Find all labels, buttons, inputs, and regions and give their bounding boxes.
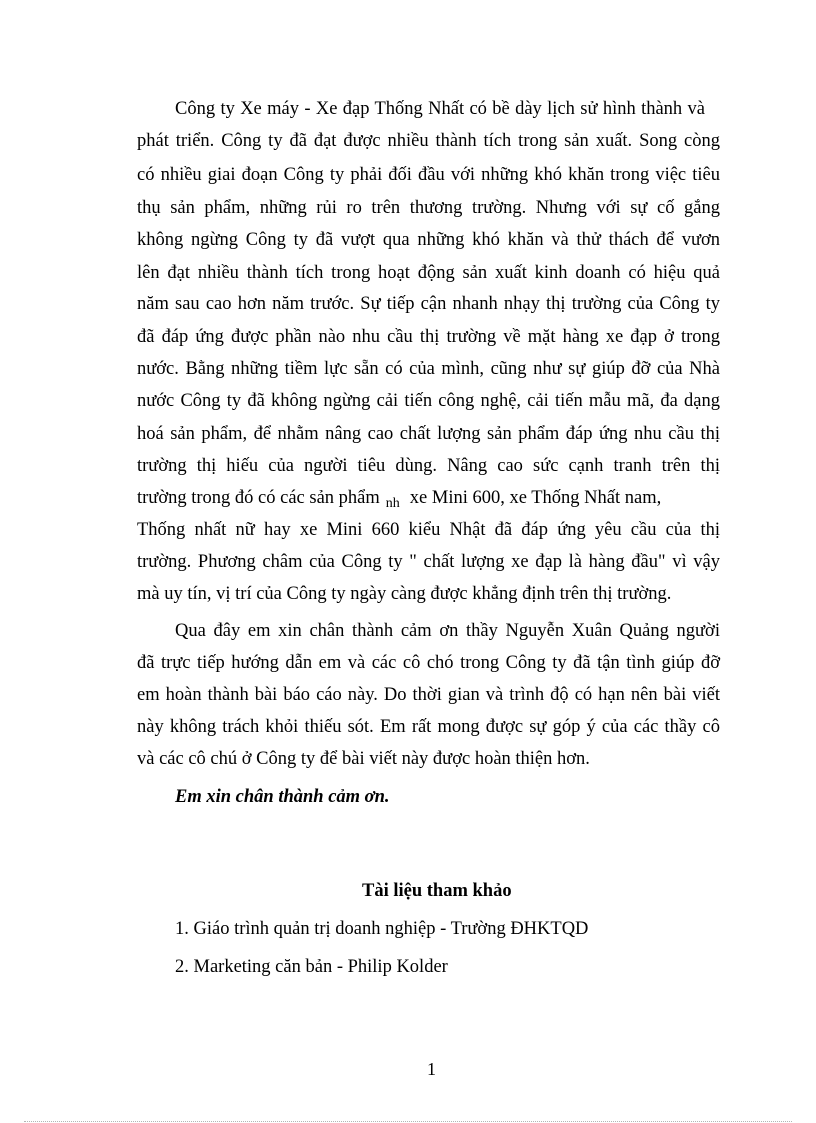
text-line: Công ty Xe máy - Xe đạp Thống Nhất có bề dày lịch sử hình thành và: [175, 99, 705, 119]
text-line: nước. Bằng những tiềm lực sẵn có của mình, cũng như sự giúp đỡ của Nhà: [137, 359, 720, 379]
reference-item: 1. Giáo trình quản trị doanh nghiệp - Trường ĐHKTQD: [175, 919, 589, 939]
text-line: không ngừng Công ty đã vượt qua những khó khăn và thử thách để vươn: [137, 230, 720, 250]
text-line: năm sau cao hơn năm trước. Sự tiếp cận nhanh nhạy thị trường của Công ty: [137, 294, 720, 314]
text-line: em hoàn thành bài báo cáo này. Do thời gian và trình độ có hạn nên bài viết: [137, 685, 720, 705]
text-line: thụ sản phẩm, những rủi ro trên thương trường. Nhưng với sự cố gắng: [137, 198, 720, 218]
text-line: này không trách khỏi thiếu sót. Em rất mong được sự góp ý của các thầy cô: [137, 717, 720, 737]
text-line: phát triển. Công ty đã đạt được nhiều thành tích trong sản xuất. Song còng: [137, 131, 720, 151]
page-number: 1: [427, 1059, 436, 1079]
text-line: có nhiều giai đoạn Công ty phải đối đầu với những khó khăn trong việc tiêu: [137, 165, 720, 185]
text-line: và các cô chú ở Công ty để bài viết này được hoàn thiện hơn.: [137, 749, 590, 769]
closing-line: Em xin chân thành cảm ơn.: [175, 787, 390, 807]
text-fragment: trường trong đó có các sản phẩm: [137, 488, 380, 508]
text-line: nước Công ty đã không ngừng cải tiến công nghệ, cải tiến mẫu mã, đa dạng: [137, 391, 720, 411]
reference-item: 2. Marketing căn bản - Philip Kolder: [175, 957, 448, 977]
references-title: Tài liệu tham khảo: [362, 881, 512, 901]
text-line: trường thị hiếu của người tiêu dùng. Nâng cao sức cạnh tranh trên thị: [137, 456, 720, 476]
page-bottom-divider: [24, 1121, 792, 1122]
text-line: [137, 487, 661, 515]
text-line: đã trực tiếp hướng dẫn em và các cô chó trong Công ty đã tận tình giúp đỡ: [137, 653, 720, 673]
text-line: hoá sản phẩm, để nhằm nâng cao chất lượng sản phẩm đáp ứng nhu cầu thị: [137, 424, 720, 444]
text-line: lên đạt nhiều thành tích trong hoạt động sản xuất kinh doanh có hiệu quả: [137, 263, 720, 283]
text-line: Qua đây em xin chân thành cảm ơn thầy Nguyễn Xuân Quảng người: [175, 621, 720, 641]
text-line: đã đáp ứng được phần nào nhu cầu thị trường về mặt hàng xe đạp ở trong: [137, 327, 720, 347]
text-line: mà uy tín, vị trí của Công ty ngày càng được khẳng định trên thị trường.: [137, 584, 672, 604]
text-fragment: xe Mini 600, xe Thống Nhất nam,: [409, 488, 662, 508]
stray-mark: nh: [385, 496, 400, 511]
text-line: trường. Phương châm của Công ty " chất lượng xe đạp là hàng đầu" vì vậy: [137, 552, 720, 572]
text-line: Thống nhất nữ hay xe Mini 660 kiểu Nhật đã đáp ứng yêu cầu của thị: [137, 520, 720, 540]
